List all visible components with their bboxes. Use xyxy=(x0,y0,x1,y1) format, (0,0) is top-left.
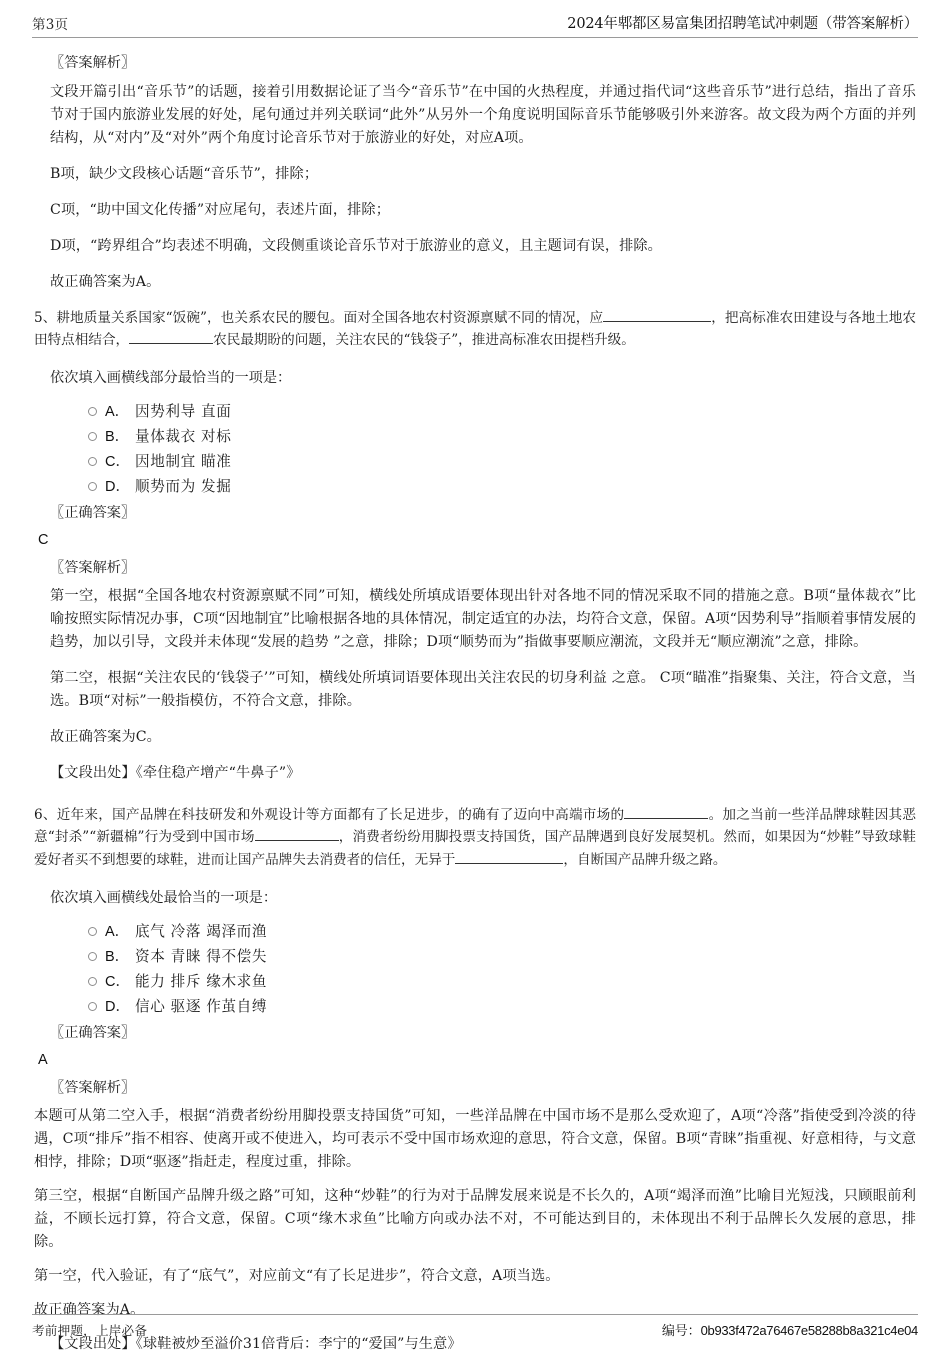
radio-button-icon[interactable] xyxy=(88,482,97,491)
footer-serial-label: 编号： xyxy=(661,1324,701,1339)
option-key: B． xyxy=(105,429,130,446)
q4-analysis-paragraph-2: B项，缺少文段核心话题“音乐节”，排除； xyxy=(50,165,319,182)
page-footer xyxy=(32,1314,918,1339)
footer-serial-value: 0b933f472a76467e58288b8a321c4e04 xyxy=(700,1323,918,1338)
radio-button-icon[interactable] xyxy=(88,927,97,936)
radio-button-icon[interactable] xyxy=(88,457,97,466)
question-5-prompt: 依次填入画横线部分最恰当的一项是： xyxy=(50,369,292,386)
question-6-analysis-blank-3: 第三空，根据“自断国产品牌升级之路”可知，这种“炒鞋”的行为对于品牌发展来说是不长久的，A项“竭泽而渔”比喻目光短浅，只顾眼前利益，不顾长远打算，符合文意，保留。C项“缘木求鱼”比喻方向或办法不对，不可能达到目的，未体现出不利于品牌长久发展的意思，排除。 xyxy=(34,1188,916,1251)
radio-button-icon[interactable] xyxy=(88,952,97,961)
option-key: C． xyxy=(105,454,130,471)
question-5-analysis-conclusion: 故正确答案为C。 xyxy=(50,729,161,746)
question-5-stem-part-1: 5、耕地质量关系国家“饭碗”，也关系农民的腰包。面对全国各地农村资源禀赋不同的情况，应 xyxy=(34,309,604,326)
question-6-source: 【文段出处】《球鞋被炒至溢价31倍背后：李宁的“爱国”与生意》 xyxy=(50,1336,462,1353)
question-5-answer-value: C xyxy=(38,532,49,549)
question-5-option-d[interactable] xyxy=(34,473,916,498)
option-key: B． xyxy=(105,949,130,966)
option-text: 因势利导 直面 xyxy=(135,403,232,421)
option-key: A． xyxy=(105,404,130,421)
question-6-stem-part-3: ，消费者纷纷用脚投票支持国货，国产品牌遇到良好发展契机。然而，如果因为“炒鞋”导致球鞋爱好者买不到想要的球鞋，进而让国产品牌失去消费者的信任，无异于 xyxy=(34,829,916,868)
option-key: C． xyxy=(105,974,130,991)
question-5-stem xyxy=(34,307,916,351)
question-6-stem-part-4: ，自断国产品牌升级之路。 xyxy=(563,851,727,868)
question-6-option-a[interactable] xyxy=(34,918,916,943)
radio-button-icon[interactable] xyxy=(88,432,97,441)
option-key: A． xyxy=(105,924,130,941)
radio-button-icon[interactable] xyxy=(88,1002,97,1011)
question-6-options xyxy=(34,918,916,1018)
question-6-option-b[interactable] xyxy=(34,943,916,968)
option-text: 能力 排斥 缘木求鱼 xyxy=(135,973,268,991)
q4-analysis-paragraph-3: C项，“助中国文化传播”对应尾句，表述片面，排除； xyxy=(50,201,390,218)
question-6-blank-2 xyxy=(255,840,339,841)
question-6-stem-part-1: 6、近年来，国产品牌在科技研发和外观设计等方面都有了长足进步，的确有了迈向中高端市场的 xyxy=(34,807,625,824)
question-5-answer-label: 〖正确答案〗 xyxy=(50,505,136,522)
question-5-blank-2 xyxy=(129,343,213,344)
document-page xyxy=(0,12,950,1357)
option-text: 因地制宜 瞄准 xyxy=(135,453,232,471)
question-5-analysis-blank-1: 第一空，根据“全国各地农村资源禀赋不同”可知，横线处所填成语要体现出针对各地不同的情况采取不同的措施之意。B项“量体裁衣”比喻按照实际情况办事，C项“因地制宜”比喻根据各地的具体情况，制定适宜的办法，均符合文意，保留。A项“因势利导”指顺着事情发展的趋势，加以引导，文段并未体现“发展的趋势 ”之意，排除；D项“顺势而为”指做事要顺应潮流，文段并无“顺应潮流”之意，排除。 xyxy=(50,588,916,651)
q4-analysis-label: 〖答案解析〗 xyxy=(50,55,136,71)
footer-slogan: 考前押题，上岸必备 xyxy=(32,1323,148,1338)
question-6-prompt: 依次填入画横线处最恰当的一项是： xyxy=(50,889,278,906)
question-5-options xyxy=(34,398,916,498)
question-6-analysis-blank-2: 本题可从第二空入手，根据“消费者纷纷用脚投票支持国货”可知，一些洋品牌在中国市场不是那么受欢迎了，A项“冷落”指使受到冷淡的待遇，C项“排斥”指不相容、使离开或不使进入，均可表示不受中国市场欢迎的意思，符合文意，保留。B项“青睐”指重视、好意相待，与文意相悖，排除；D项“驱逐”指赶走，程度过重，排除。 xyxy=(34,1108,916,1171)
option-text: 顺势而为 发掘 xyxy=(135,478,232,496)
question-5-analysis-label: 〖答案解析〗 xyxy=(50,559,136,576)
page-header xyxy=(32,12,918,38)
radio-button-icon[interactable] xyxy=(88,977,97,986)
question-5-source: 【文段出处】《牵住稳产增产“牛鼻子”》 xyxy=(50,765,301,782)
question-5-stem-part-2: ，把高标准农田建设与各地土地农田特点相结合， xyxy=(34,309,917,348)
q4-analysis-paragraph-1: 文段开篇引出“音乐节”的话题，接着引用数据论证了当今“音乐节”在中国的火热程度，并通过指代词“这些音乐节”进行总结，指出了音乐节对于国内旅游业发展的好处，尾句通过并列关联词“此外”从另外一个角度说明国际音乐节能够吸引外来游客。故文段为两个方面的并列结构，从“对内”及“对外”两个角度讨论音乐节对于旅游业的好处，对应A项。 xyxy=(50,83,916,146)
document-title: 2024年郫都区易富集团招聘笔试冲刺题（带答案解析） xyxy=(567,16,918,32)
question-6-option-c[interactable] xyxy=(34,968,916,993)
option-text: 信心 驱逐 作茧自缚 xyxy=(135,998,268,1016)
question-6-analysis-conclusion: 故正确答案为A。 xyxy=(34,1302,145,1319)
option-key: D． xyxy=(105,999,130,1016)
question-6-option-d[interactable] xyxy=(34,993,916,1018)
question-5-option-b[interactable] xyxy=(34,423,916,448)
question-6-answer-value: A xyxy=(38,1051,48,1068)
q4-analysis-paragraph-4: D项，“跨界组合”均表述不明确，文段侧重谈论音乐节对于旅游业的意义，且主题词有误，排除。 xyxy=(50,237,662,254)
q4-analysis-conclusion: 故正确答案为A。 xyxy=(50,273,161,290)
question-6-analysis-blank-1: 第一空，代入验证，有了“底气”，对应前文“有了长足进步”，符合文意，A项当选。 xyxy=(34,1268,560,1285)
question-5-analysis-blank-2: 第二空，根据“关注农民的‘钱袋子’”可知，横线处所填词语要体现出关注农民的切身利益 之意。 C项“瞄准”指聚集、关注，符合文意，当选。B项“对标”一般指模仿，不符合文意，排除。 xyxy=(50,670,916,710)
question-5-stem-part-3: 农民最期盼的问题，关注农民的“钱袋子”，推进高标准农田提档升级。 xyxy=(213,331,635,348)
question-5-option-a[interactable] xyxy=(34,398,916,423)
radio-button-icon[interactable] xyxy=(88,407,97,416)
document-body xyxy=(34,38,916,1356)
option-key: D． xyxy=(105,479,130,496)
page-number-label: 第3页 xyxy=(32,17,69,33)
question-6-blank-1 xyxy=(624,818,708,819)
question-6-blank-3 xyxy=(455,863,563,864)
question-6-stem xyxy=(34,804,916,870)
question-6-stem-part-2: 。加之当前一些洋品牌球鞋因其恶意“封杀”“新疆棉”行为受到中国市场 xyxy=(34,807,916,846)
question-6-analysis-label: 〖答案解析〗 xyxy=(50,1079,136,1096)
option-text: 资本 青睐 得不偿失 xyxy=(135,948,268,966)
option-text: 底气 冷落 竭泽而渔 xyxy=(135,923,268,941)
question-5-option-c[interactable] xyxy=(34,448,916,473)
question-5-blank-1 xyxy=(603,321,711,322)
footer-serial xyxy=(662,1320,918,1339)
option-text: 量体裁衣 对标 xyxy=(135,428,232,446)
question-6-answer-label: 〖正确答案〗 xyxy=(50,1025,136,1042)
